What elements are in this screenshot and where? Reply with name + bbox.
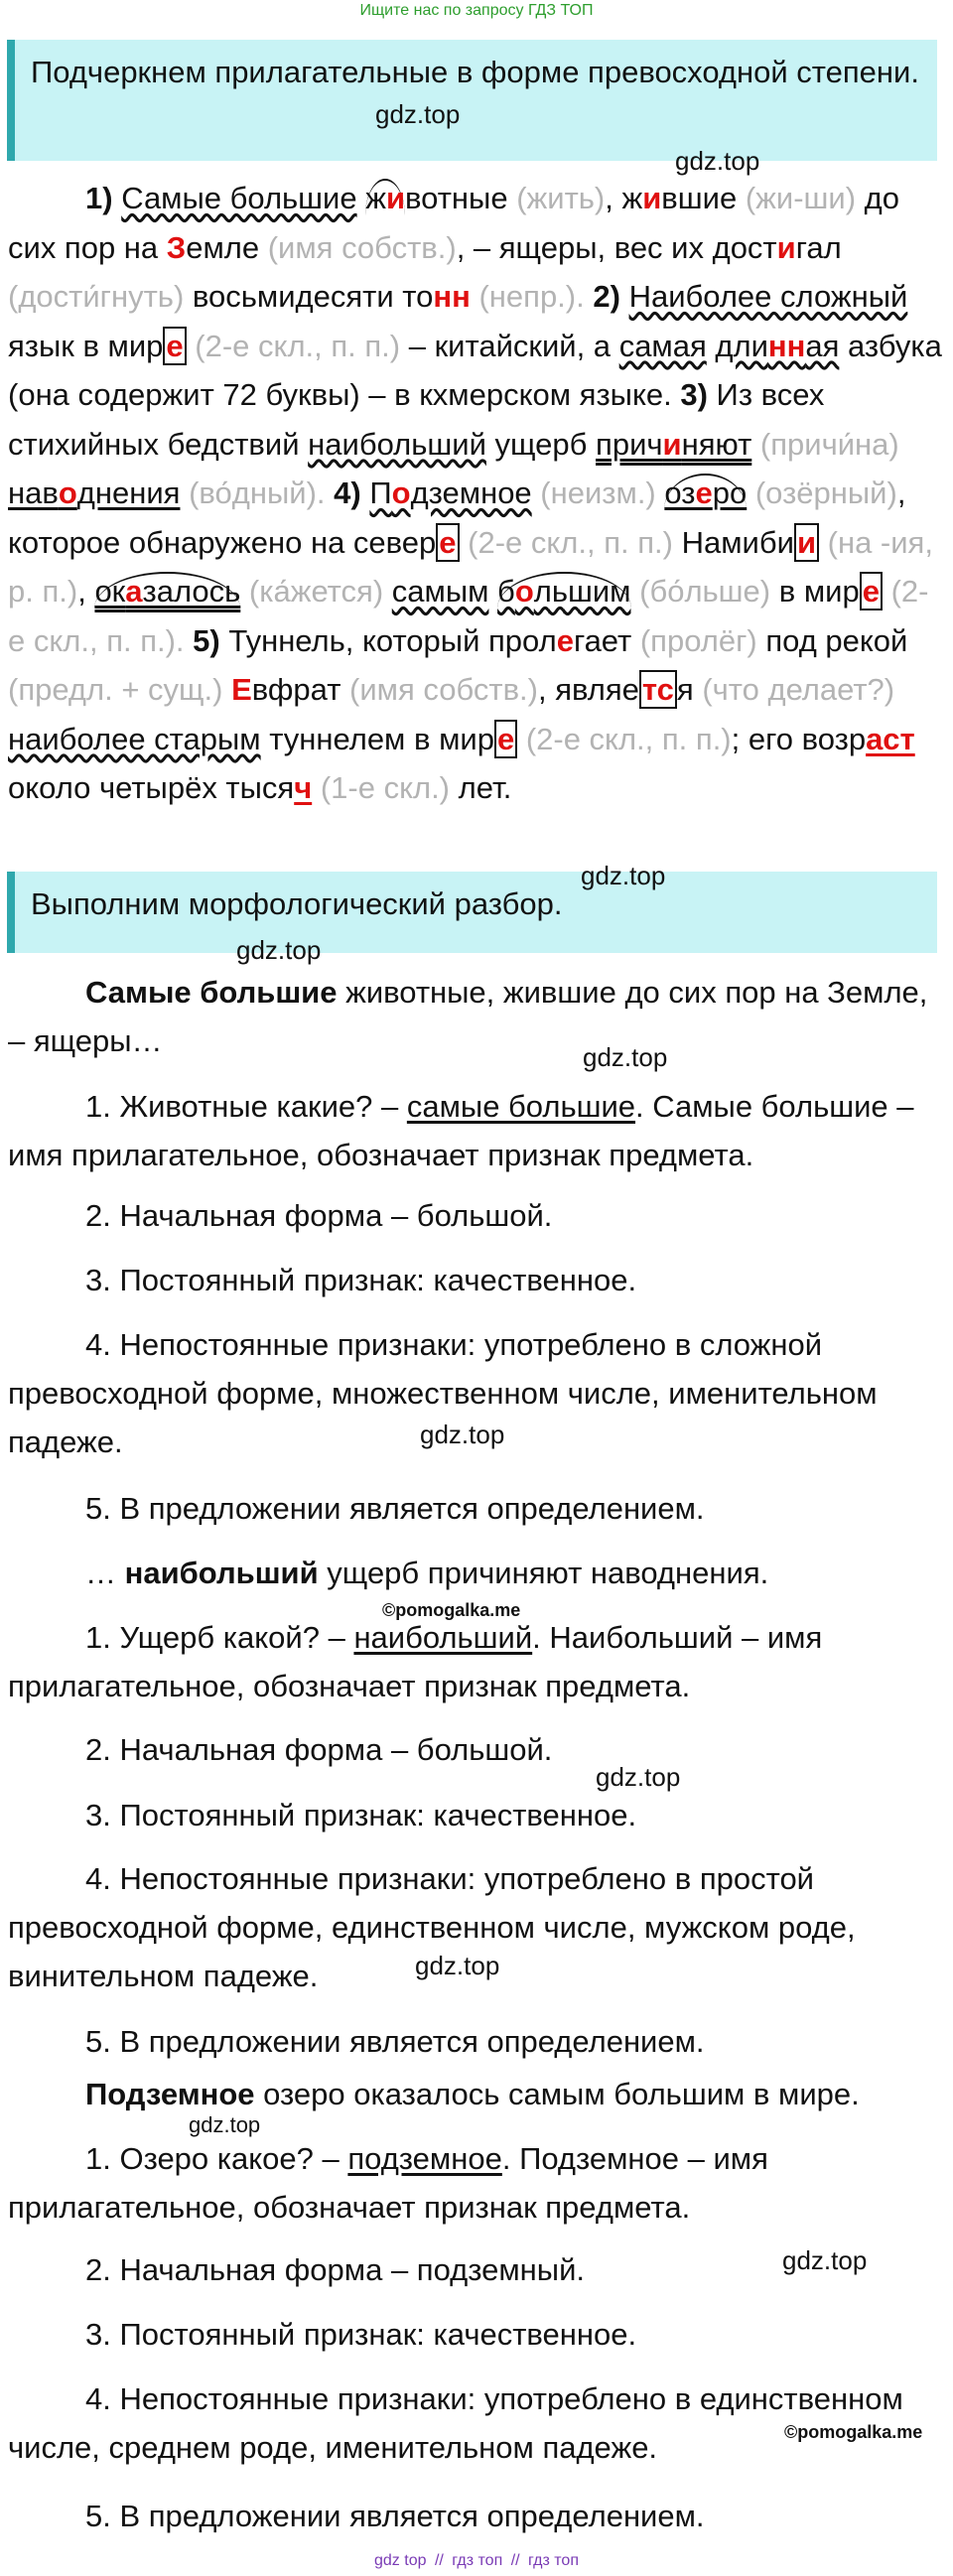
separator: // [510, 2552, 520, 2569]
analysis-item-2-5: 5. В предложении является определением. [85, 2024, 705, 2059]
watermark-pomogalka: ©pomogalka.me [784, 2422, 923, 2442]
adj-underlined: наиболее старым [8, 721, 261, 756]
top-search-link[interactable]: Ищите нас по запросу ГДЗ ТОП [359, 2, 594, 19]
bottom-links [0, 2552, 953, 2570]
analysis-intro-2: … наибольший ущерб причиняют наводнения. [85, 1556, 769, 1590]
watermark: gdz.top [782, 2245, 868, 2275]
analysis-item-1-3: 3. Постоянный признак: качественное. [85, 1263, 637, 1297]
analysis-item-3-3: 3. Постоянный признак: качественное. [85, 2317, 637, 2352]
watermark: gdz.top [420, 1420, 505, 1449]
analysis-item-2-1: 1. Ущерб какой? – наибольший. Наибольший – имя прилагательное, обозначает признак предмета. [8, 1620, 823, 1703]
banner-task-2: Выполним морфологический разбор. [7, 872, 937, 953]
watermark: gdz.top [581, 861, 666, 890]
analysis-item-3-5: 5. В предложении является определением. [85, 2499, 705, 2533]
root-marked: жи [365, 181, 406, 215]
analysis-item-2-4: 4. Непостоянные признаки: употреблено в простой превосходной форме, единственном числе, мужском роде, винительном падеже. [8, 1861, 856, 1993]
watermark: gdz.top [415, 1951, 500, 1980]
analysis-item-2-3: 3. Постоянный признак: качественное. [85, 1798, 637, 1832]
analysis-item-1-2: 2. Начальная форма – большой. [85, 1198, 553, 1233]
adj-underlined: Самые большие [121, 181, 357, 215]
analysis-item-1-4: 4. Непостоянные признаки: употреблено в сложной превосходной форме, множественном числе, именительном падеже. [8, 1327, 878, 1459]
analysis-intro-3: Подземное озеро оказалось самым большим в мире. [85, 2077, 860, 2111]
watermark: gdz.top [583, 1042, 668, 1072]
watermark: gdz.top [189, 2112, 261, 2137]
adj-underlined: Наиболее сложный [628, 279, 908, 314]
analysis-item-3-1: 1. Озеро какое? – подземное. Подземное – имя прилагательное, обозначает признак предмета. [8, 2141, 768, 2225]
banner-task-1: Подчеркнем прилагательные в форме превосходной степени. [7, 40, 937, 161]
exercise-paragraph: 1) Самые большие животные (жить), жившие (жи-ши) до сих пор на Земле (имя собств.), – ящеры, вес их достигал (дости́гнуть) восьмидесяти тонн (непр.). 2) Наиболее сложный язык в мире (2-е скл., п. п.) – китайский, а самая длинная азбука (она содержит 72 буквы) – в кхмерском языке. 3) Из всех стихийных бедствий наибольший ущерб причиняют (причи́на) наводнения (во́дный). 4) Подземное (неизм.) озеро (озёрный), которое обнаружено на севере (2-е скл., п. п.) Намибии (на -ия, р. п.), оказалось (ка́жется) самым большим (бо́льше) в мире (2-е скл., п. п.). 5) Туннель, который пролегает (пролёг) под рекой (предл. + сущ.) Евфрат (имя собств.), является (что делает?) наиболее старым туннелем в мире (2-е скл., п. п.); его возраст около четырёх тысяч (1-е скл.) лет. [8, 181, 942, 805]
analysis-item-1-1: 1. Животные какие? – самые большие. Самые большие – имя прилагательное, обозначает признак предмета. [8, 1089, 914, 1172]
analysis-intro-1: Самые большие животные, жившие до сих пор на Земле, – ящеры… [8, 975, 928, 1058]
exercise-text [8, 174, 943, 813]
bottom-link-gdz-top-ru[interactable]: гдз топ [452, 2552, 503, 2569]
watermark: gdz.top [596, 1762, 681, 1792]
bottom-link-gdz-top[interactable]: gdz top [374, 2552, 427, 2569]
separator: // [434, 2552, 444, 2569]
watermark: gdz.top [375, 99, 461, 129]
watermark-pomogalka: ©pomogalka.me [382, 1600, 521, 1620]
sentence-number: 1) [85, 181, 113, 215]
adj-underlined: наибольший [308, 426, 486, 462]
analysis-item-1-5: 5. В предложении является определением. [85, 1491, 705, 1526]
adj-underlined: самая [618, 328, 707, 363]
analysis-item-3-4: 4. Непостоянные признаки: употреблено в единственном числе, среднем роде, именительном падеже. [8, 2381, 903, 2465]
watermark: gdz.top [675, 146, 760, 176]
analysis-item-3-2: 2. Начальная форма – подземный. [85, 2252, 585, 2287]
watermark: gdz.top [236, 935, 322, 965]
bottom-link-gdz-top-ru-2[interactable]: гдз топ [528, 2552, 579, 2569]
analysis-item-2-2: 2. Начальная форма – большой. [85, 1732, 553, 1767]
